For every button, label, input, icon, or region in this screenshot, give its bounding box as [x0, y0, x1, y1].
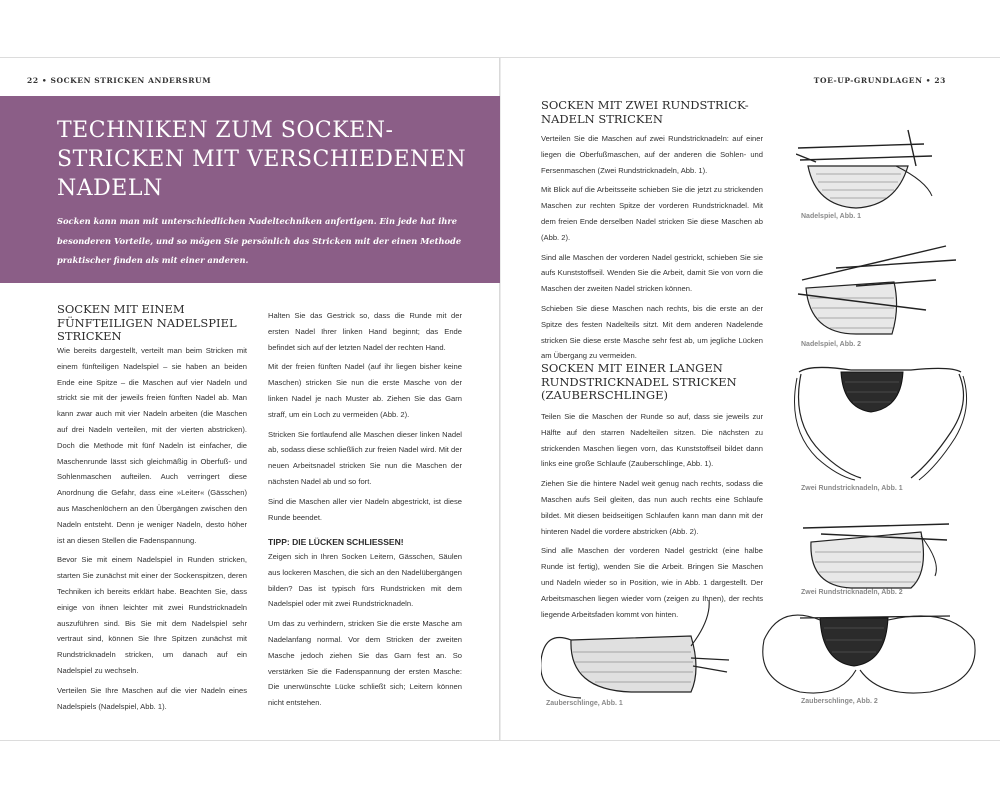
section-2-text: [541, 131, 763, 368]
paragraph: Stricken Sie fortlaufend alle Maschen dieser linken Nadel ab, sodass diese schließlich zur freien Nadel wird. Mit der neuen Arbeitsnadel stricken Sie nun die Maschen der nächsten Nadel ab und so fort.: [268, 429, 462, 486]
section-heading-zauberschlinge: SOCKEN MIT EINER LANGEN RUNDSTRICKNADEL STRICKEN (ZAUBERSCHLINGE): [541, 361, 737, 402]
figure-nadelspiel-2: [796, 238, 956, 338]
paragraph: Schieben Sie diese Maschen nach rechts, bis die erste an der Spitze des festen Nadelteils sitzt. Mit dem anderen Nadelende stricken Sie diese erste Masche sehr fest ab, um jegliche Lücken am Übergang zu vermeiden.: [541, 303, 763, 361]
left-running-head: 22 • SOCKEN STRICKEN ANDERSRUM: [27, 76, 212, 85]
figure-zauberschlinge-2: [760, 610, 980, 698]
paragraph: Sind alle Maschen der vorderen Nadel gestrickt, schieben Sie sie aufs Kunststoffseil. Wenden Sie die Arbeit, damit Sie von vorn die Maschen der zweiten Nadel stricken können.: [541, 252, 763, 294]
paragraph: Sind die Maschen aller vier Nadeln abgestrickt, ist diese Runde beendet.: [268, 496, 462, 522]
section-heading-zwei-rundstricknadeln: SOCKEN MIT ZWEI RUNDSTRICK-NADELN STRICKEN: [541, 98, 749, 126]
paragraph: Halten Sie das Gestrick so, dass die Runde mit der ersten Nadel Ihrer linken Hand beginnt; das Ende befindet sich auf der letzten Nadel der rechten Hand.: [268, 311, 462, 352]
paragraph: Verteilen Sie Ihre Maschen auf die vier Nadeln eines Nadelspiels (Nadelspiel, Abb. 1).: [57, 685, 247, 711]
paragraph: Mit Blick auf die Arbeitsseite schieben Sie die jetzt zu strickenden Maschen zur rechten Spitze der vorderen Rundstricknadel. Mit dem freien Ende derselben Nadel stricken Sie diese Maschen ab (Abb. 2).: [541, 185, 763, 242]
caption-nadelspiel-2: Nadelspiel, Abb. 2: [801, 341, 862, 348]
tip-text: [268, 549, 462, 715]
caption-zwei-rundstricknadeln-2: Zwei Rundstricknadeln, Abb. 2: [801, 589, 903, 596]
figure-zwei-rundstricknadeln-1: [791, 362, 971, 482]
intro-text: Socken kann man mit unterschiedlichen Nadeltechniken anfertigen. Ein jede hat ihre besonderen Vorteile, und so mögen Sie persönlich das Stricken mit der einen Methode praktischer finden als mit einer anderen.: [57, 216, 462, 265]
paragraph: Teilen Sie die Maschen der Runde so auf, dass sie jeweils zur Hälfte auf den starren Nadelteilen sitzen. Die nächsten zu strickenden Maschen liegen vorn, das Kunststoffseil bildet dann links eine große Schlaufe (Zauberschlinge, Abb. 1).: [541, 412, 763, 469]
right-running-head: TOE-UP-GRUNDLAGEN • 23: [813, 76, 946, 85]
caption-zauberschlinge-2: Zauberschlinge, Abb. 2: [801, 698, 878, 705]
paragraph: Verteilen Sie die Maschen auf zwei Rundstricknadeln: auf einer liegen die Oberfußmaschen, auf der anderen die Sohlen- und Fersenmaschen (Zwei Rundstricknadeln, Abb. 1).: [541, 134, 763, 175]
column-1-text: [57, 343, 247, 718]
paragraph: Ziehen Sie die hintere Nadel weit genug nach rechts, sodass die Maschen aufs Seil gleiten, das nun auch rechts eine Schlaufe bildet. Mit diesen beidseitigen Schlaufen kann man dann mit der hinteren Nadel die vordere abstricken (Abb. 2).: [541, 479, 763, 536]
column-2-text: [268, 308, 462, 529]
paragraph: Sind alle Maschen der vorderen Nadel gestrickt (eine halbe Runde ist fertig), wenden Sie die Arbeit. Bringen Sie Maschen und Nadeln wieder so in Position, wie in Abb. 1 dargestellt. Der Arbeitsmaschen liegen wieder vorn (zeigen zu Ihnen), der rechts liegende Arbeitsfaden kommt von hinten.: [541, 546, 763, 619]
figure-zwei-rundstricknadeln-2: [801, 512, 951, 592]
paragraph: Um das zu verhindern, stricken Sie die erste Masche am Nadelanfang normal. Vor dem Stricken der zweiten Masche jedoch ziehen Sie das Garn fest an. So verstärken Sie die Fadenspannung der ersten Masche: Die unerwünschte Lücke schließt sich; Leitern können nicht entstehen.: [268, 619, 462, 708]
paragraph: Zeigen sich in Ihren Socken Leitern, Gässchen, Säulen aus lockeren Maschen, die sich an den Nadelübergängen bilden? Das ist typisch fürs Rundstricken mit dem Nadelspiel oder mit zwei Rundstricknadeln.: [268, 552, 462, 609]
paragraph: Bevor Sie mit einem Nadelspiel in Runden stricken, starten Sie zunächst mit einer der Sockenspitzen, deren Techniken ich bereits erklärt habe. Beachten Sie, dass einige von ihnen leichter mit zwei Rundstricknadeln auszuführen sind. Bis Sie mit dem Nadelspiel sehr vertraut sind, können Sie Ihre Spitzen zunächst mit Rundstricknadeln stricken, um danach auf ein Nadelspiel zu wechseln.: [57, 555, 247, 675]
caption-zauberschlinge-1: Zauberschlinge, Abb. 1: [546, 700, 623, 707]
paragraph: Mit der freien fünften Nadel (auf ihr liegen bisher keine Maschen) stricken Sie nun die erste Masche von der linken Nadel je nach Muster ab. Ziehen Sie das Garn straff, um ein Loch zu vermeiden (Abb. 2).: [268, 362, 462, 419]
paragraph: Wie bereits dargestellt, verteilt man beim Stricken mit einem fünfteiligen Nadelspiel – sie haben an beiden Ende eine Spitze – die Maschen auf vier Nadeln und strickt sie mit der jeweils freien fünften Nadel ab. Man kann zwar auch mit vier Nadeln arbeiten (die Maschen auf drei Nadeln verteilen, mit der vierten abstricken). Doch die Methode mit fünf Nadeln ist einfacher, die Maschenrunde lässt sich gleichmäßig in Oberfuß- und Sohlenmaschen aufteilen. Auch verringert diese Anordnung die Gefahr, dass eine »Leiter« (Gässchen) aus Maschenlöchern an den Übergängen zwischen den Nadeln entsteht. Denn je weniger Nadeln, desto höher ist an diesen Stellen die Fadenspannung.: [57, 346, 247, 545]
figure-zauberschlinge-1: [541, 600, 731, 700]
section-heading-nadelspiel: SOCKEN MIT EINEM FÜNFTEILIGEN NADELSPIEL STRICKEN: [57, 302, 237, 343]
tip-heading: TIPP: DIE LÜCKEN SCHLIESSEN!: [268, 537, 404, 547]
caption-nadelspiel-1: Nadelspiel, Abb. 1: [801, 213, 862, 220]
section-3-text: [541, 409, 763, 626]
caption-zwei-rundstricknadeln-1: Zwei Rundstricknadeln, Abb. 1: [801, 485, 903, 492]
figure-nadelspiel-1: [796, 126, 936, 216]
page-title: TECHNIKEN ZUM SOCKEN-STRICKEN MIT VERSCHIEDENEN NADELN: [57, 118, 467, 201]
